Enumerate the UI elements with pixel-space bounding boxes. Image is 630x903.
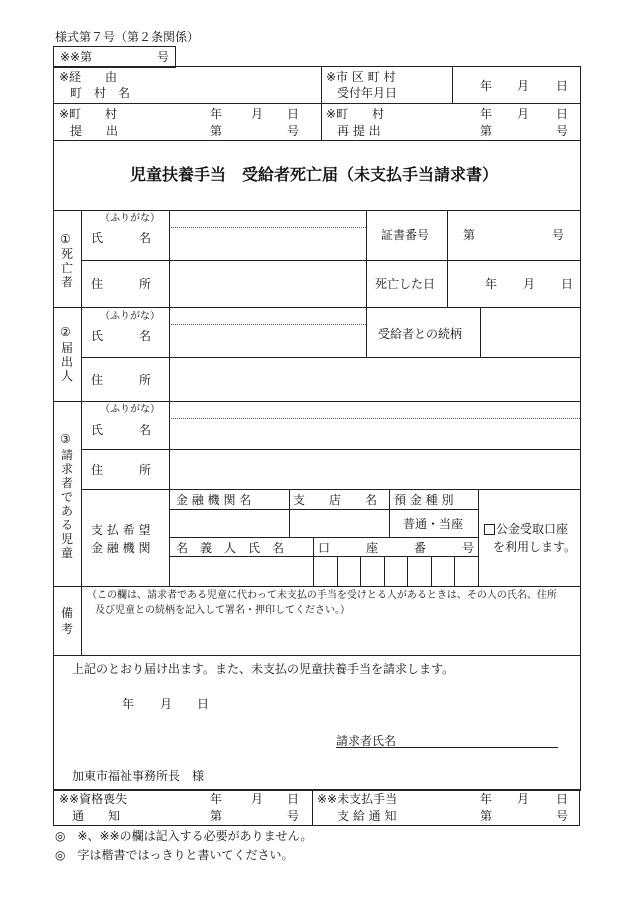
loss-year: 年 xyxy=(210,792,223,806)
declaration-year: 年 xyxy=(122,697,135,711)
deceased-address-label: 住 所 xyxy=(91,277,152,291)
town-resubmit-go: 号 xyxy=(556,124,569,138)
cert-number-go: 号 xyxy=(552,228,565,242)
signature-line[interactable] xyxy=(336,747,558,748)
relation-field[interactable] xyxy=(482,309,578,355)
unpaid-day: 日 xyxy=(556,792,569,806)
claimant-name-field[interactable] xyxy=(171,420,578,448)
deceased-section-number: ① xyxy=(60,232,71,246)
declaration-month: 月 xyxy=(160,697,173,711)
unpaid-dai: 第 xyxy=(480,809,493,823)
death-year: 年 xyxy=(485,277,498,291)
claimant-section-label: 請求者である児童 xyxy=(60,448,73,560)
cert-number-dai: 第 xyxy=(463,228,476,242)
claimant-address-field[interactable] xyxy=(171,451,578,488)
signer-label: 請求者氏名 xyxy=(336,734,397,748)
via-town-name-label: 町 村 名 xyxy=(70,86,131,100)
notifier-name-label: 氏 名 xyxy=(91,329,152,343)
notifier-address-label: 住 所 xyxy=(91,373,152,387)
declaration-day: 日 xyxy=(197,697,210,711)
unpaid-month: 月 xyxy=(517,792,530,806)
loss-go: 号 xyxy=(287,809,300,823)
notifier-furigana-label: （ふりがな） xyxy=(100,311,160,322)
remarks-note-1: （この欄は、請求者である児童に代わって未支払の手当を受けとる人があるときは、その人の氏名、住所 xyxy=(87,590,557,601)
claimant-section-number: ③ xyxy=(60,432,71,446)
deceased-address-field[interactable] xyxy=(171,262,365,306)
note-2: ◎ 字は楷書ではっきりと書いてください。 xyxy=(55,848,294,862)
addressee: 加東市福祉事務所長 様 xyxy=(72,769,205,783)
deceased-section-label: 死亡者 xyxy=(60,247,73,289)
town-resubmit-label: ※町 村 xyxy=(326,107,385,121)
public-account-label-2: を利用します。 xyxy=(493,540,577,554)
notifier-section-number: ② xyxy=(60,325,71,339)
deceased-name-field[interactable] xyxy=(171,229,365,259)
town-submit-year: 年 xyxy=(210,107,223,121)
deposit-type-header: 預 金 種 別 xyxy=(394,493,454,507)
bank-name-field[interactable] xyxy=(171,511,287,536)
city-receipt-year: 年 xyxy=(480,79,493,93)
remarks-note-2: 及び児童との続柄を記入して署名・押印してください。） xyxy=(95,605,350,616)
relation-label: 受給者との続柄 xyxy=(378,327,463,341)
unpaid-go: 号 xyxy=(556,809,569,823)
town-resubmit-day: 日 xyxy=(556,107,569,121)
remarks-field[interactable] xyxy=(83,620,577,654)
city-receipt-month: 月 xyxy=(517,79,530,93)
loss-notice-label-2: 通 知 xyxy=(72,809,121,823)
death-date-label: 死亡した日 xyxy=(375,277,436,291)
town-resubmit-label-2: 再 提 出 xyxy=(337,124,381,138)
loss-notice-label: ※※資格喪失 xyxy=(59,792,128,806)
town-submit-month: 月 xyxy=(251,107,264,121)
loss-day: 日 xyxy=(287,792,300,806)
city-receipt-day: 日 xyxy=(556,79,569,93)
via-town-label: ※経 由 xyxy=(59,70,118,84)
bank-label-1: 支 払 希 望 xyxy=(91,523,151,537)
town-submit-dai: 第 xyxy=(210,124,223,138)
bank-name-header: 金 融 機 関 名 xyxy=(176,493,252,507)
deceased-name-label: 氏 名 xyxy=(91,231,152,245)
unpaid-notice-label: ※※未支払手当 xyxy=(317,792,398,806)
notifier-name-field[interactable] xyxy=(171,326,365,356)
cert-number-field[interactable] xyxy=(478,215,548,257)
city-receipt-label: ※市 区 町 村 xyxy=(326,70,396,84)
unpaid-notice-label-2: 支 給 通 知 xyxy=(337,809,397,823)
claimant-name-label: 氏 名 xyxy=(91,423,152,437)
bank-label-2: 金 融 機 関 xyxy=(91,541,151,555)
deposit-type-options[interactable]: 普通・当座 xyxy=(403,517,464,531)
serial-suffix: 号 xyxy=(157,50,170,64)
town-submit-go: 号 xyxy=(287,124,300,138)
town-submit-label: ※町 村 xyxy=(59,107,118,121)
town-resubmit-dai: 第 xyxy=(480,124,493,138)
form-title: 児童扶養手当 受給者死亡届（未支払手当請求書） xyxy=(130,165,499,184)
claimant-address-label: 住 所 xyxy=(91,463,152,477)
deceased-furigana-label: （ふりがな） xyxy=(100,213,160,224)
account-number-header: 口 座 番 号 xyxy=(318,541,475,555)
account-holder-field[interactable] xyxy=(171,558,311,585)
declaration-text: 上記のとおり届け出ます。また、未支払の児童扶養手当を請求します。 xyxy=(72,662,455,676)
death-month: 月 xyxy=(523,277,536,291)
cert-number-label: 証書番号 xyxy=(381,228,430,242)
town-submit-day: 日 xyxy=(287,107,300,121)
town-resubmit-year: 年 xyxy=(480,107,493,121)
branch-field[interactable] xyxy=(291,511,387,536)
notifier-section-label: 届出人 xyxy=(60,341,73,383)
serial-label: ※※第 xyxy=(60,50,93,64)
public-account-checkbox[interactable] xyxy=(484,524,495,535)
claimant-furigana-label: （ふりがな） xyxy=(100,404,160,415)
city-receipt-date-label: 受付年月日 xyxy=(337,86,398,100)
branch-header: 支 店 名 xyxy=(293,493,378,507)
remarks-label: 備考 xyxy=(60,606,73,636)
public-account-label: 公金受取口座 xyxy=(496,522,569,536)
form-number: 様式第７号（第２条関係） xyxy=(55,30,200,44)
unpaid-year: 年 xyxy=(480,792,493,806)
loss-dai: 第 xyxy=(210,809,223,823)
town-submit-label-2: 提 出 xyxy=(70,124,119,138)
account-holder-header: 名 義 人 氏 名 xyxy=(176,541,285,555)
town-resubmit-month: 月 xyxy=(517,107,530,121)
account-number-field[interactable] xyxy=(315,558,476,585)
loss-month: 月 xyxy=(251,792,264,806)
death-day: 日 xyxy=(561,277,574,291)
notifier-address-field[interactable] xyxy=(171,359,578,400)
note-1: ◎ ※、※※の欄は記入する必要がありません。 xyxy=(55,829,313,843)
